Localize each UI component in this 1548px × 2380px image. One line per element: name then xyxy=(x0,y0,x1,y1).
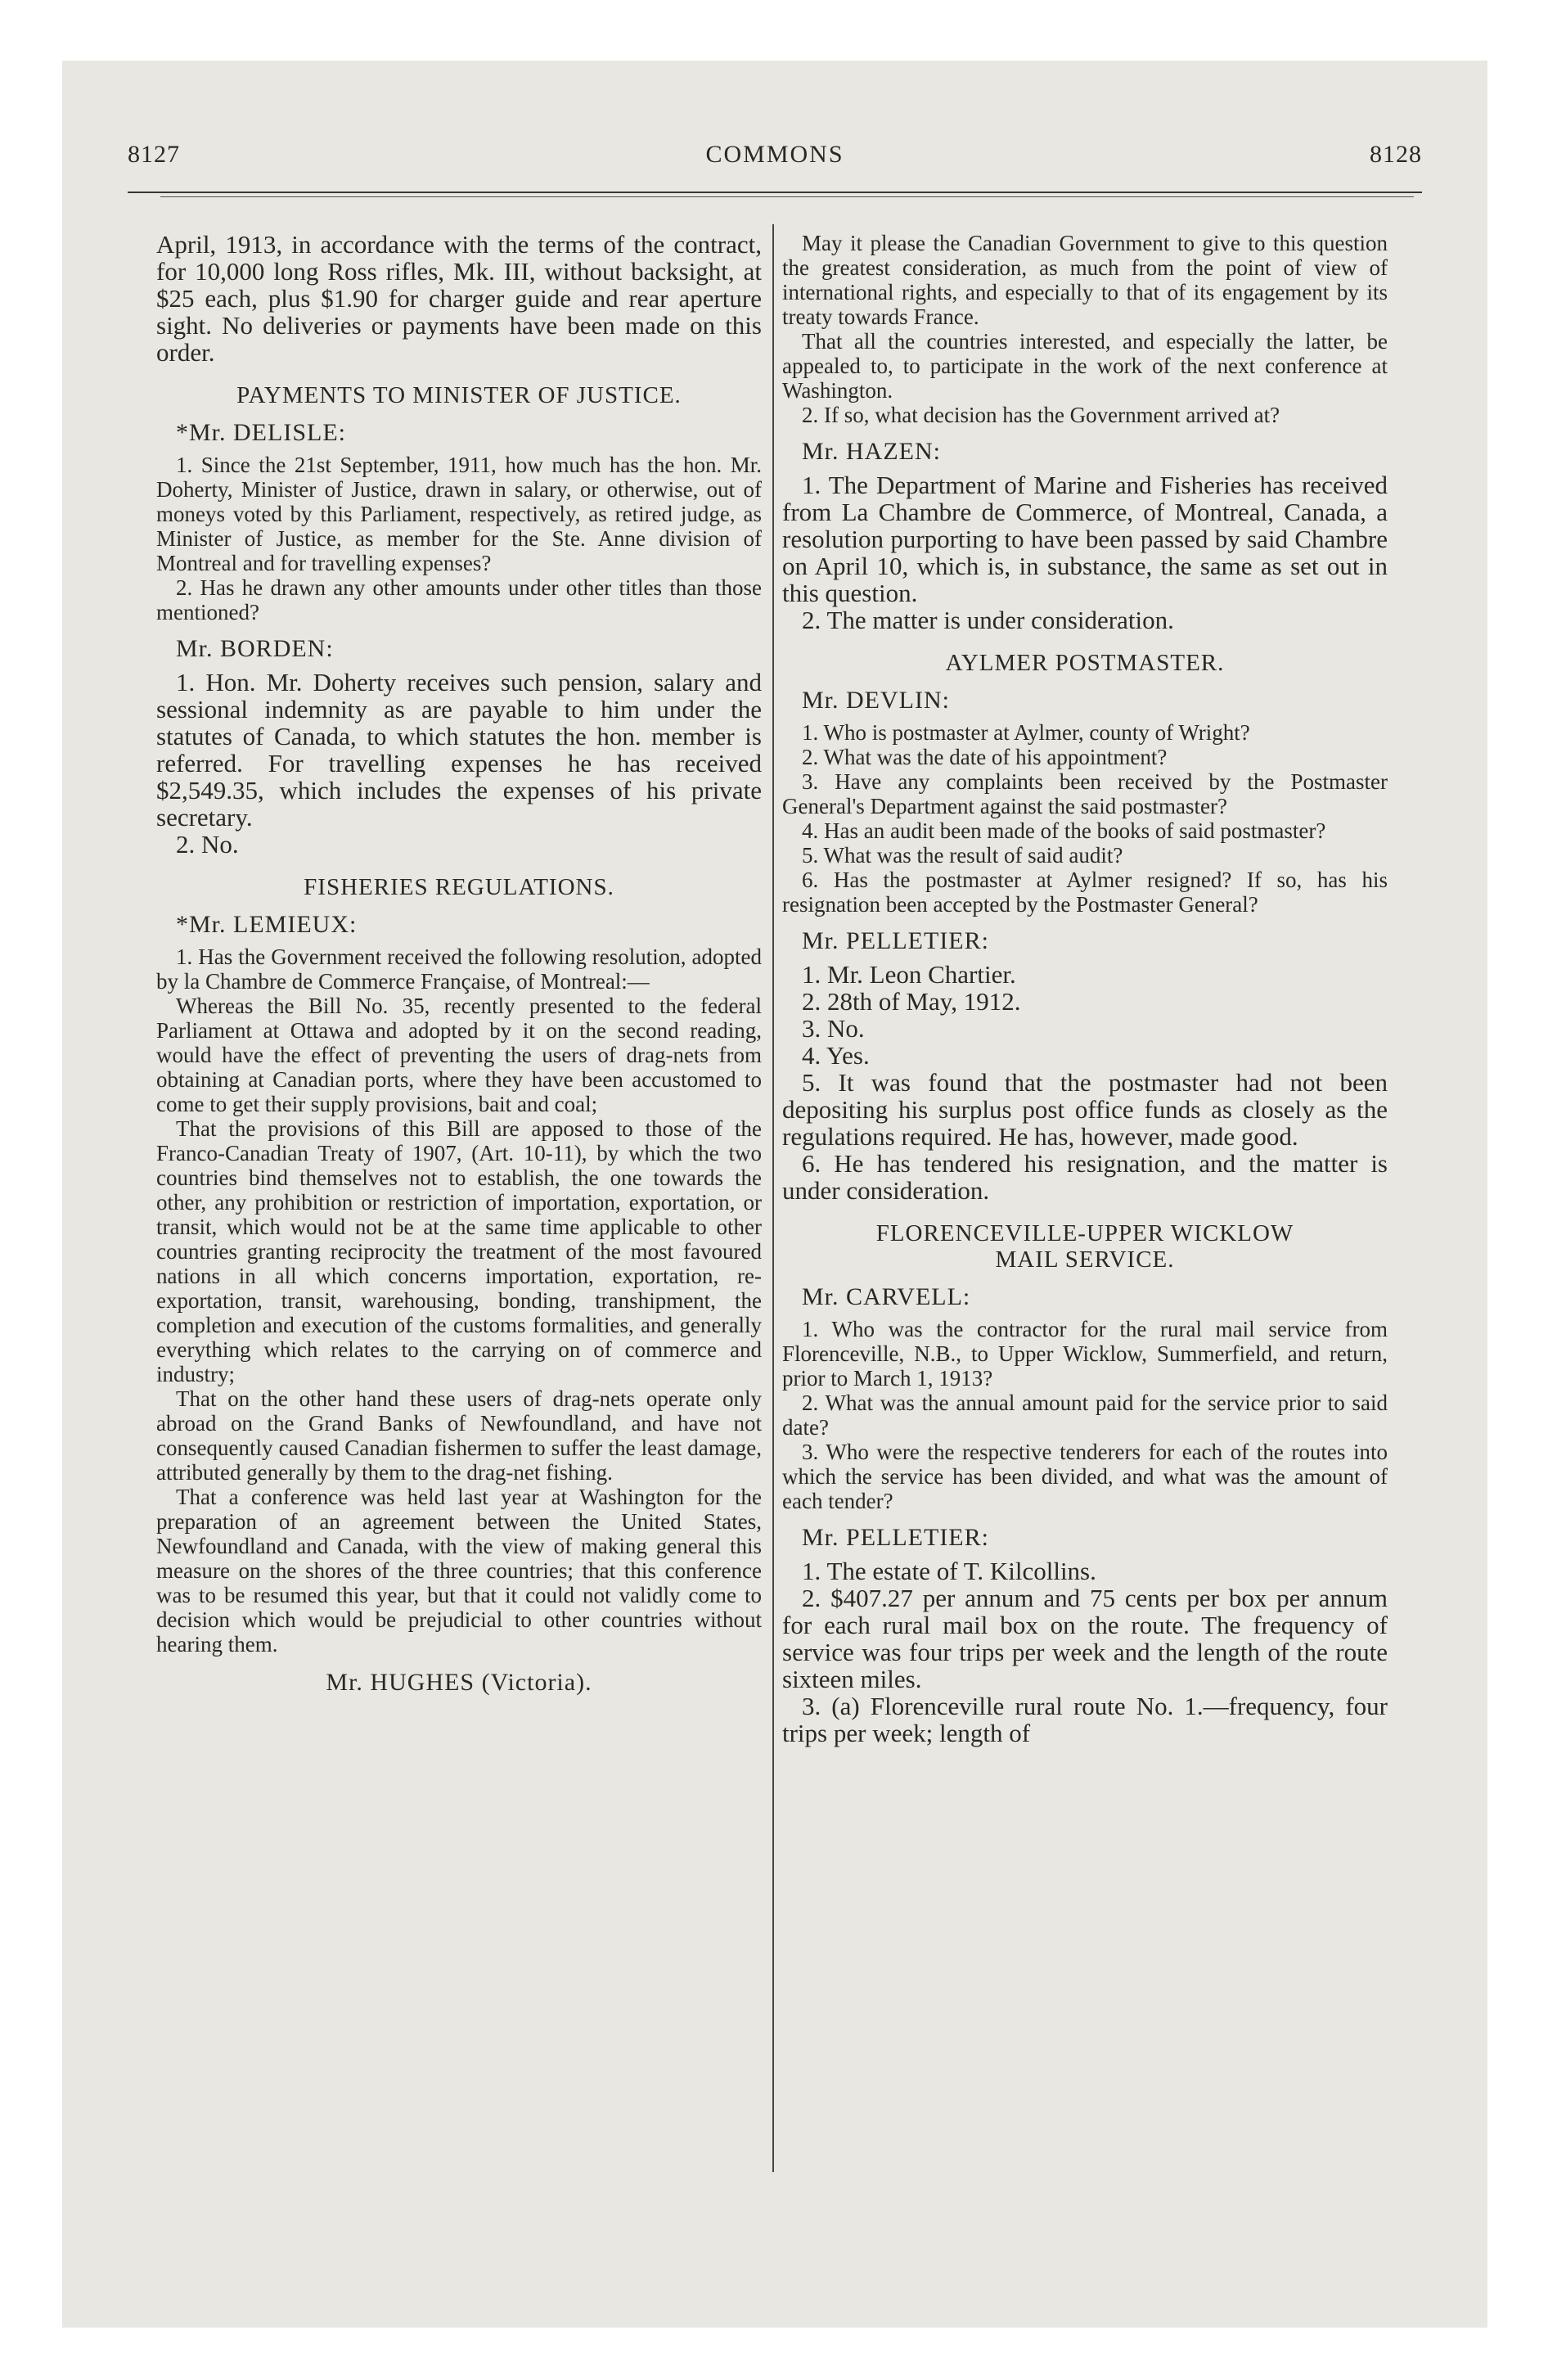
answer: 2. $407.27 per annum and 75 cents per box per annum for each rural mail box on the route. The frequency of service was four trips per week and the length of the route sixteen miles. xyxy=(782,1584,1388,1693)
resolution-paragraph: May it please the Canadian Government to give to this question the greatest consideration, as much from the point of view of international rights, and especially to that of its engagement by its treaty towards France. xyxy=(782,231,1388,329)
answer: 2. The matter is under consideration. xyxy=(802,606,1174,634)
page-header xyxy=(128,141,1422,182)
question: 1. Who is postmaster at Aylmer, county of Wright? xyxy=(802,720,1250,745)
answer: 3. (a) Florenceville rural route No. 1.—frequency, four trips per week; length of xyxy=(782,1692,1388,1747)
answer: 2. 28th of May, 1912. xyxy=(802,987,1021,1016)
answer: 4. Yes. xyxy=(802,1041,870,1070)
answer: 6. He has tendered his resignation, and the matter is under consideration. xyxy=(782,1149,1388,1205)
speaker-pelletier: Mr. PELLETIER: xyxy=(802,1524,989,1551)
page-number-left: 8127 xyxy=(128,141,180,168)
speaker-delisle: *Mr. DELISLE: xyxy=(176,419,346,446)
speaker-devlin: Mr. DEVLIN: xyxy=(802,687,950,714)
section-heading-aylmer: AYLMER POSTMASTER. xyxy=(945,650,1225,676)
heading-line: MAIL SERVICE. xyxy=(995,1246,1175,1273)
resolution-paragraph: Whereas the Bill No. 35, recently presented to the federal Parliament at Ottawa and adopted by it on the second reading, would have the effect of preventing the users of drag-nets from obtaining at Canadian ports, where they have been accustomed to come to get their supply provisions, bait and coal; xyxy=(156,994,762,1116)
header-rule xyxy=(128,192,1422,193)
running-title: COMMONS xyxy=(705,141,844,168)
resolution-paragraph: That a conference was held last year at Washington for the preparation of an agreement between the United States, Newfoundland and Canada, with the view of making general this measure on the shores of the three countries; that this conference was to be resumed this year, but that it could not validly come to decision which would be prejudicial to other countries without hearing them. xyxy=(156,1485,762,1657)
section-heading-florenceville xyxy=(782,1220,1388,1273)
question: 4. Has an audit been made of the books of said postmaster? xyxy=(802,818,1326,843)
question: 1. Has the Government received the following resolution, adopted by la Chambre de Commerce Française, of Montreal:— xyxy=(156,944,762,994)
question: 2. What was the annual amount paid for the service prior to said date? xyxy=(782,1391,1388,1440)
header-rule-secondary xyxy=(160,196,1414,197)
answer: 1. Hon. Mr. Doherty receives such pension, salary and sessional indemnity as are payable to him under the statutes of Canada, to which statutes the hon. member is referred. For travelling expenses he has received $2,549.35, which includes the expenses of his private secretary. xyxy=(156,668,762,832)
right-column xyxy=(782,231,1388,1747)
question: 2. If so, what decision has the Government arrived at? xyxy=(802,403,1280,427)
answer: 3. No. xyxy=(802,1014,865,1043)
question: 5. What was the result of said audit? xyxy=(802,843,1123,868)
section-heading-fisheries: FISHERIES REGULATIONS. xyxy=(304,874,614,900)
answer: 2. No. xyxy=(176,830,239,859)
speaker-pelletier: Mr. PELLETIER: xyxy=(802,927,989,954)
question: 6. Has the postmaster at Aylmer resigned? If so, has his resignation been accepted by the Postmaster General? xyxy=(782,868,1388,917)
question: 1. Since the 21st September, 1911, how much has the hon. Mr. Doherty, Minister of Justice, drawn in salary, or otherwise, out of moneys voted by this Parliament, respectively, as retired judge, as Minister of Justice, as member for the Ste. Anne division of Montreal and for travelling expenses? xyxy=(156,453,762,575)
section-heading-payments: PAYMENTS TO MINISTER OF JUSTICE. xyxy=(236,382,682,408)
question: 2. Has he drawn any other amounts under other titles than those mentioned? xyxy=(156,575,762,624)
heading-line: FLORENCEVILLE-UPPER WICKLOW xyxy=(875,1220,1294,1246)
scanned-page xyxy=(62,61,1487,2328)
left-column xyxy=(156,231,762,1702)
answer: 1. The Department of Marine and Fisheries has received from La Chambre de Commerce, of Montreal, Canada, a resolution purporting to have been passed by said Chambre on April 10, which is, in substance, the same as set out in this question. xyxy=(782,471,1388,607)
question: 1. Who was the contractor for the rural mail service from Florenceville, N.B., to Upper Wicklow, Summerfield, and return, prior to March 1, 1913? xyxy=(782,1317,1388,1391)
speaker-hazen: Mr. HAZEN: xyxy=(802,438,941,465)
answer: 5. It was found that the postmaster had not been depositing his surplus post office funds as closely as the regulations required. He has, however, made good. xyxy=(782,1068,1388,1151)
question: 3. Have any complaints been received by the Postmaster General's Department against the said postmaster? xyxy=(782,769,1388,818)
speaker-carvell: Mr. CARVELL: xyxy=(802,1283,971,1310)
paragraph: April, 1913, in accordance with the terms of the contract, for 10,000 long Ross rifles, Mk. III, without backsight, at $25 each, plus $1.90 for charger guide and rear aperture sight. No deliveries or payments have been made on this order. xyxy=(156,230,762,367)
question: 3. Who were the respective tenderers for each of the routes into which the service has been divided, and what was the amount of each tender? xyxy=(782,1440,1388,1513)
speaker-hughes: Mr. HUGHES (Victoria). xyxy=(326,1669,592,1696)
resolution-paragraph: That on the other hand these users of drag-nets operate only abroad on the Grand Banks of Newfoundland, and have not consequently caused Canadian fishermen to suffer the least damage, attributed generally by them to the drag-net fishing. xyxy=(156,1386,762,1485)
page-number-right: 8128 xyxy=(1370,141,1422,168)
question: 2. What was the date of his appointment? xyxy=(802,745,1168,769)
speaker-lemieux: *Mr. LEMIEUX: xyxy=(176,911,358,938)
resolution-paragraph: That the provisions of this Bill are apposed to those of the Franco-Canadian Treaty of 1907, (Art. 10-11), by which the two countries bind themselves not to establish, the one towards the other, any prohibition or restriction of importation, exportation, or transit, which would not be at the same time applicable to other countries granting reciprocity the treatment of the most favoured nations in all which concerns importation, exportation, re-exportation, transit, warehousing, bonding, transhipment, the completion and execution of the customs formalities, and generally everything which relates to the carrying on of commerce and industry; xyxy=(156,1116,762,1386)
answer: 1. Mr. Leon Chartier. xyxy=(802,960,1016,989)
resolution-paragraph: That all the countries interested, and especially the latter, be appealed to, to participate in the work of the next conference at Washington. xyxy=(782,329,1388,403)
speaker-borden: Mr. BORDEN: xyxy=(176,635,334,662)
column-divider xyxy=(772,224,774,2172)
answer: 1. The estate of T. Kilcollins. xyxy=(802,1557,1096,1585)
